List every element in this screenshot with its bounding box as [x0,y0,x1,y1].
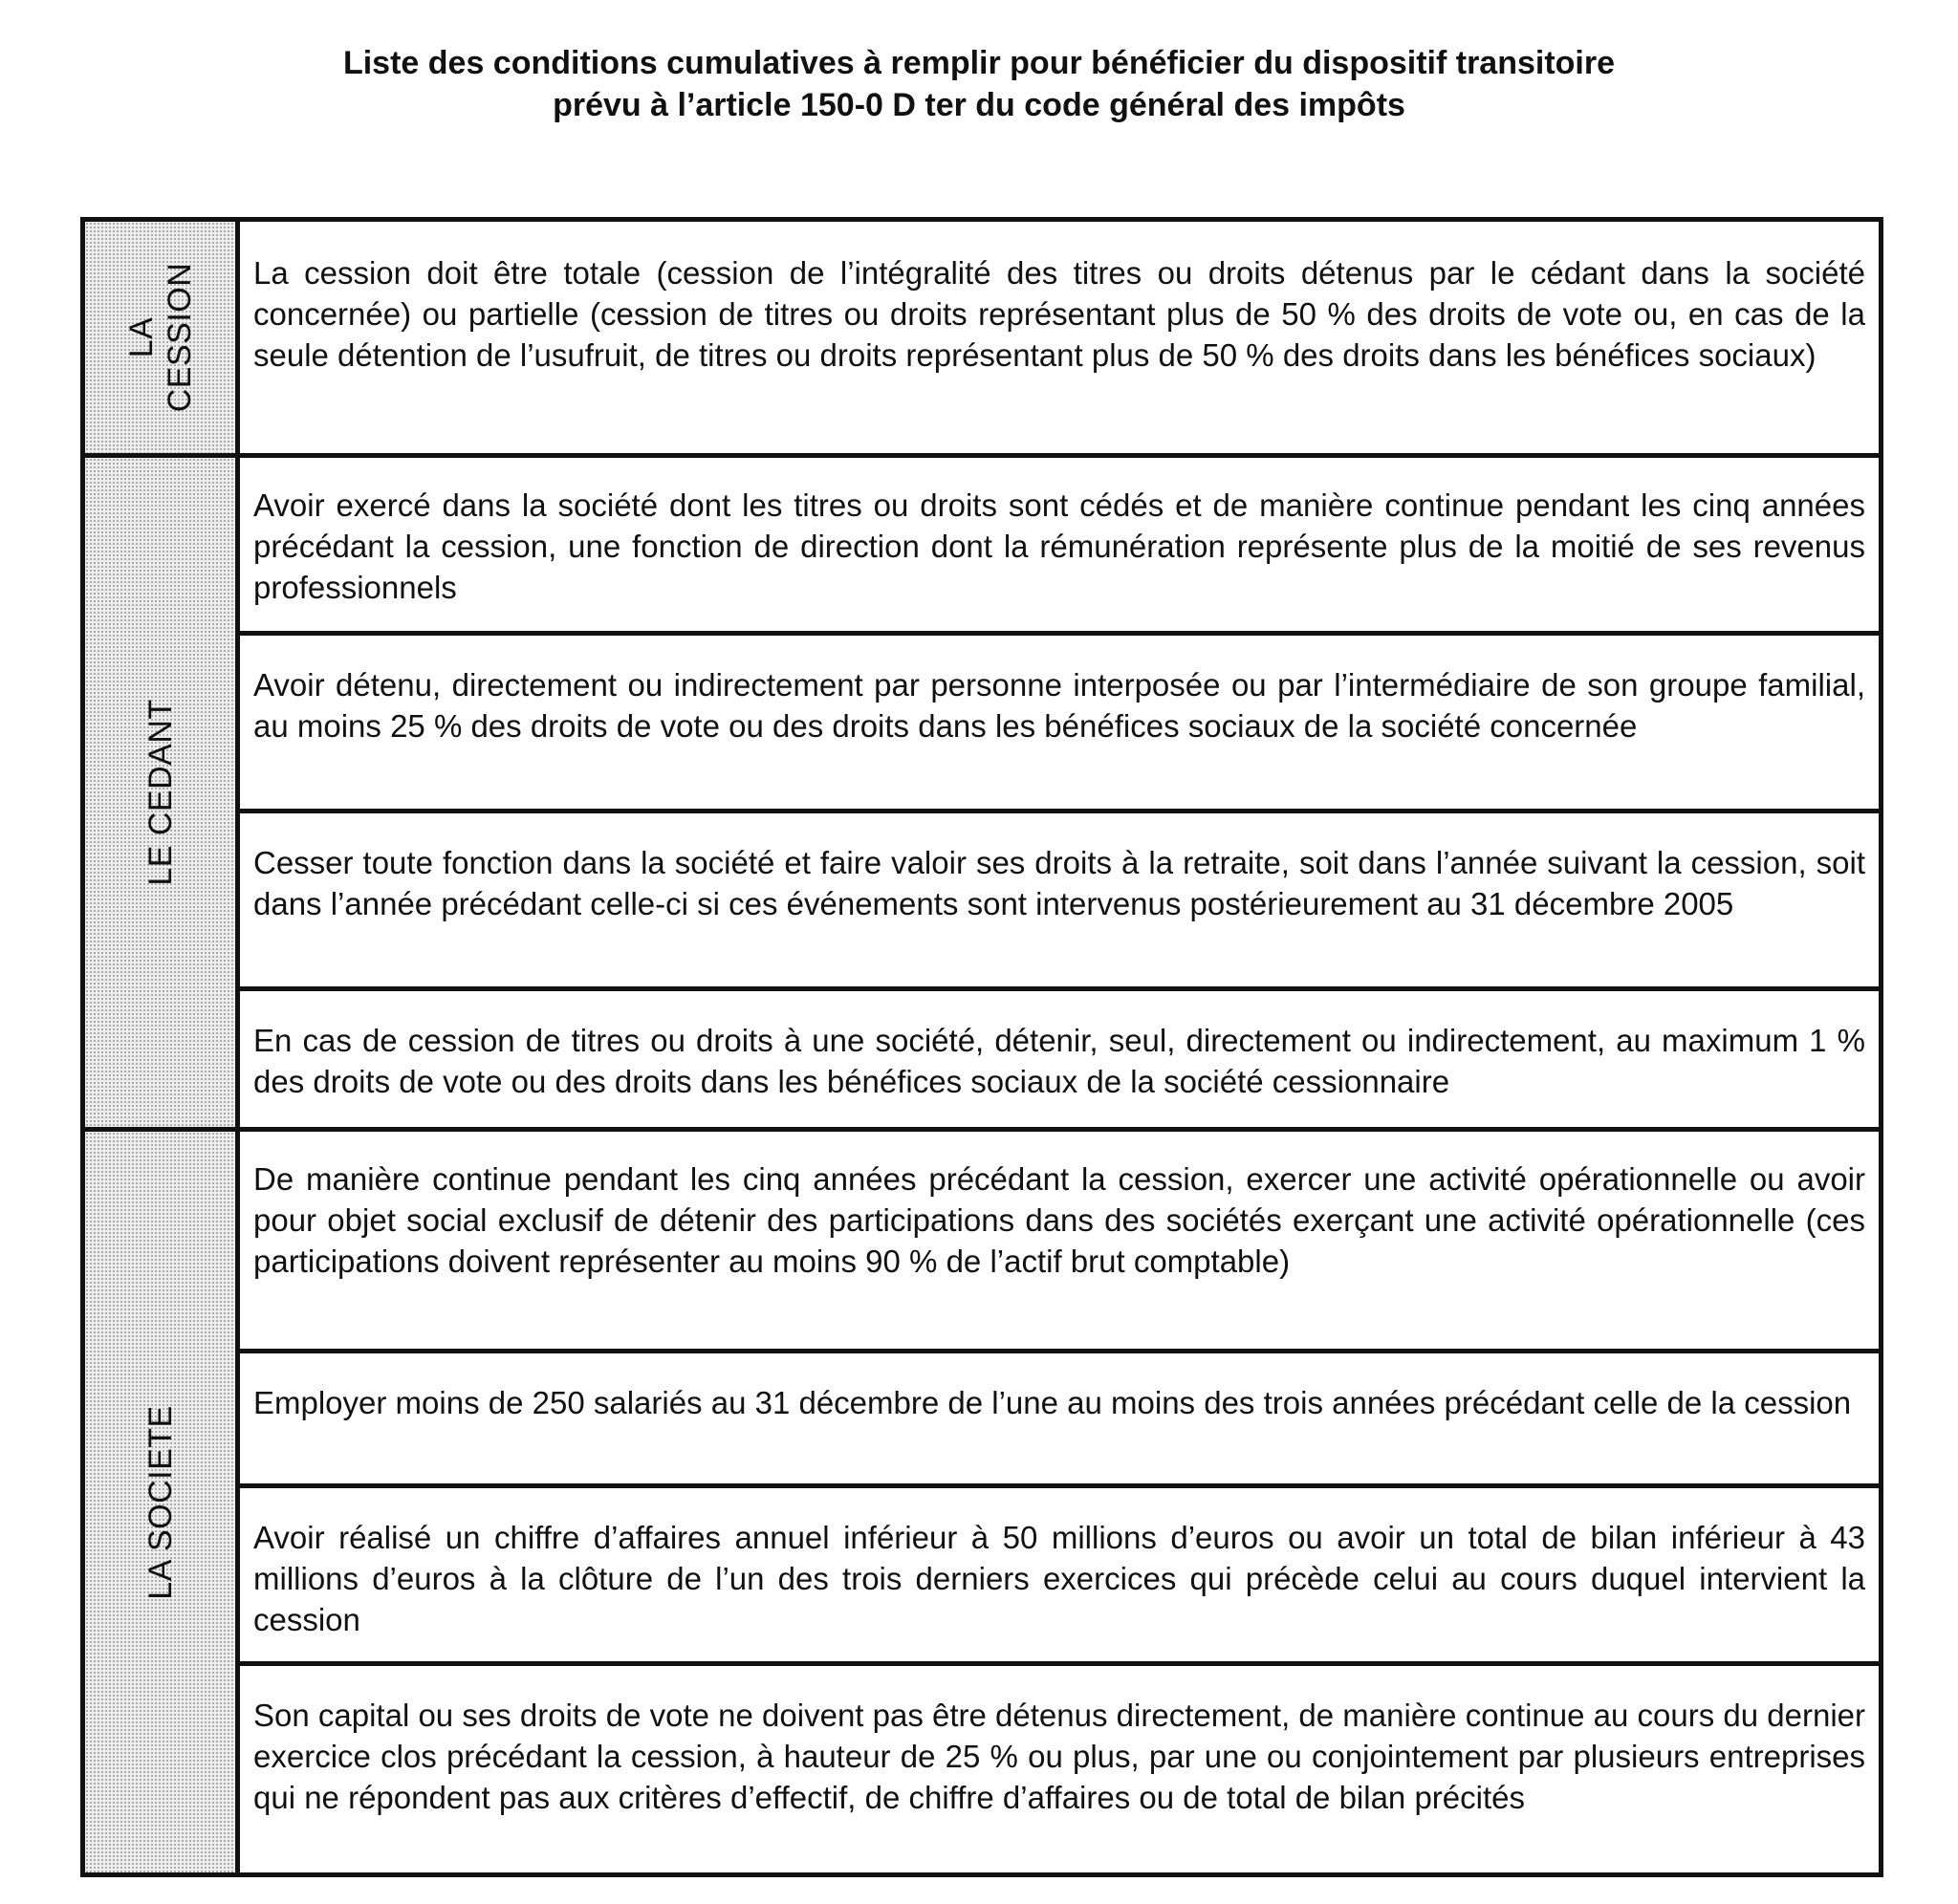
condition-text: Avoir détenu, directement ou indirectement par personne interposée ou par l’intermédiaire de son groupe familial, au moins 25 % des droits de vote ou des droits dans les bénéfices sociaux de la société concernée [253,667,1865,744]
condition-text: Avoir exercé dans la société dont les titres ou droits sont cédés et de manière continue pendant les cinq années précédant la cession, une fonction de direction dont la rémunération représente plus de la moitié de ses revenus professionnels [253,487,1865,605]
condition-row [240,1132,1879,1349]
condition-text: Employer moins de 250 salariés au 31 décembre de l’une au moins des trois années précédant celle de la cession [253,1385,1852,1420]
condition-text: Avoir réalisé un chiffre d’affaires annuel inférieur à 50 millions d’euros ou avoir un total de bilan inférieur à 43 millions d’euros à la clôture de l’un des trois derniers exercices qui précède celui au cours duquel intervient la cession [253,1520,1865,1637]
document-title-line-2: prévu à l’article 150-0 D ter du code général des impôts [553,87,1405,123]
condition-text: Cesser toute fonction dans la société et faire valoir ses droits à la retraite, soit dans l’année suivant la cession, soit dans l’année précédant celle-ci si ces événements sont intervenus postérieurement au 31 décembre 2005 [253,845,1865,921]
condition-row [240,631,1879,809]
condition-text: En cas de cession de titres ou droits à une société, détenir, seul, directement ou indirectement, au maximum 1 % des droits de vote ou des droits dans les bénéfices sociaux de la société cessionnaire [253,1023,1865,1099]
condition-row [240,222,1879,448]
section-label-line: LA SOCIETE [141,1404,179,1600]
condition-text: Son capital ou ses droits de vote ne doivent pas être détenus directement, de manière continue au cours du dernier exercice clos précédant la cession, à hauteur de 25 % ou plus, par une ou conjointement par plusieurs entreprises qui ne répondent pas aux critères d’effectif, de chiffre d’affaires ou de total de bilan précités [253,1698,1865,1815]
section-label-le-cedant [85,458,240,1127]
section-label-line: LA [122,316,160,358]
section-label-la-cession [85,222,240,453]
condition-row [240,1483,1879,1661]
conditions-table [80,217,1883,1877]
section-la-societe [85,1127,1879,1872]
condition-text: La cession doit être totale (cession de l’intégralité des titres ou droits détenus par le cédant dans la société concernée) ou partielle (cession de titres ou droits représentant plus de 50 % des droits de vote ou, en cas de la seule détention de l’usufruit, de titres ou droits représentant plus de 50 % des droits dans les bénéfices sociaux) [253,255,1865,373]
condition-row [240,986,1879,1127]
document-title [0,42,1958,126]
condition-row [240,1661,1879,1872]
condition-text: De manière continue pendant les cinq années précédant la cession, exercer une activité opérationnelle ou avoir pour objet social exclusif de détenir des participations dans des sociétés exerçant une activité opérationnelle (ces participations doivent représenter au moins 90 % de l’actif brut comptable) [253,1161,1865,1279]
condition-row [240,458,1879,631]
section-le-cedant [85,453,1879,1127]
condition-row [240,1349,1879,1483]
condition-row [240,809,1879,986]
section-la-cession [85,222,1879,453]
section-label-line: CESSION [161,262,198,413]
section-label-la-societe [85,1132,240,1872]
document-title-line-1: Liste des conditions cumulatives à remplir pour bénéficier du dispositif transitoire [342,45,1616,81]
section-label-line: LE CEDANT [141,699,179,886]
